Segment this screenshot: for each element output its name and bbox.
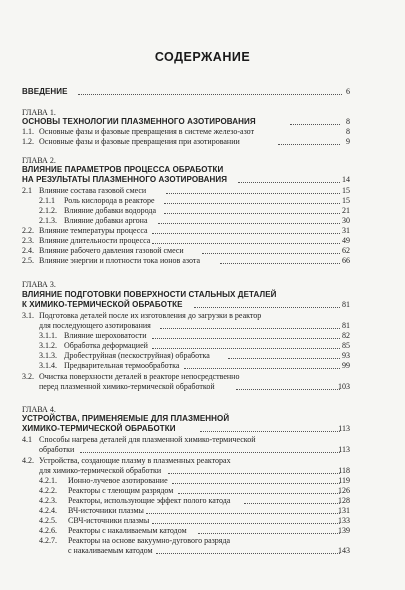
toc-num: 4.1 (22, 435, 32, 444)
toc-entry: Предварительная термообработка (64, 361, 180, 370)
toc-num: 2.1.2. (39, 206, 57, 215)
dot-leader (198, 533, 340, 534)
dot-leader (178, 493, 340, 494)
dot-leader (166, 193, 340, 194)
toc-num: 3.1. (22, 311, 34, 320)
toc-entry: Подготовка деталей после их изготовления до загрузки в реактор (39, 311, 262, 320)
toc-entry: Ионно-лучевое азотирование (68, 476, 168, 485)
toc-page: 128 (338, 496, 350, 505)
toc-entry: Влияние состава газовой смеси (39, 186, 147, 195)
toc-num: 2.1.3. (39, 216, 57, 225)
chapter-3-title-1: ВЛИЯНИЕ ПОДГОТОВКИ ПОВЕРХНОСТИ СТАЛЬНЫХ ДЕТАЛЕЙ (22, 290, 277, 299)
toc-page: 31 (342, 226, 350, 235)
toc-entry: СВЧ-источники плазмы (68, 516, 150, 525)
toc-entry: перед плазменной химико-термической обработкой (39, 382, 215, 391)
dot-leader (164, 213, 340, 214)
toc-num: 2.2. (22, 226, 34, 235)
toc-page: 82 (342, 331, 350, 340)
toc-num: 4.2. (22, 456, 34, 465)
chapter-4-title-2: ХИМИКО-ТЕРМИЧЕСКОЙ ОБРАБОТКИ (22, 424, 176, 433)
toc-num: 4.2.3. (39, 496, 57, 505)
toc-page: 15 (342, 186, 350, 195)
toc-entry: ВЧ-источники плазмы (68, 506, 144, 515)
dot-leader (152, 243, 340, 244)
toc-num: 4.2.5. (39, 516, 57, 525)
chapter-2-title-2: НА РЕЗУЛЬТАТЫ ПЛАЗМЕННОГО АЗОТИРОВАНИЯ (22, 175, 228, 184)
dot-leader (152, 348, 340, 349)
toc-page: 15 (342, 196, 350, 205)
toc-page: 62 (342, 246, 350, 255)
toc-entry: Дробеструйная (пескоструйная) обработка (64, 351, 210, 360)
dot-leader (152, 523, 340, 524)
toc-num: 1.2. (22, 137, 34, 146)
toc-page: 8 (346, 127, 350, 136)
toc-num: 2.3. (22, 236, 34, 245)
dot-leader (228, 358, 340, 359)
toc-num: 3.1.1. (39, 331, 57, 340)
toc-entry: Роль кислорода в реакторе (64, 196, 155, 205)
toc-num: 3.1.2. (39, 341, 57, 350)
toc-entry: Влияние добавки водорода (64, 206, 156, 215)
toc-num: 3.1.3. (39, 351, 57, 360)
chapter-1-head: ГЛАВА 1. (22, 108, 56, 117)
toc-page: 99 (342, 361, 350, 370)
toc-num: 3.2. (22, 372, 34, 381)
toc-page: 21 (342, 206, 350, 215)
dot-leader (146, 513, 340, 514)
dot-leader (194, 307, 340, 308)
dot-leader (244, 503, 340, 504)
toc-entry: Основные фазы и фазовые превращения в системе железо-азот (39, 127, 255, 136)
toc-num: 2.5. (22, 256, 34, 265)
toc-page: 93 (342, 351, 350, 360)
toc-num: 4.2.1. (39, 476, 57, 485)
chapter-2-head: ГЛАВА 2. (22, 156, 56, 165)
toc-page: 119 (338, 476, 350, 485)
toc-entry: Обработка деформацией (64, 341, 148, 350)
toc-entry: обработки (39, 445, 75, 454)
toc-page: 133 (338, 516, 350, 525)
chapter-3-title-2: К ХИМИКО-ТЕРМИЧЕСКОЙ ОБРАБОТКЕ (22, 300, 183, 309)
toc-page: 9 (346, 137, 350, 146)
toc-entry: для последующего азотирования (39, 321, 151, 330)
toc-page: 66 (342, 256, 350, 265)
toc-page: 143 (338, 546, 350, 555)
intro-page: 6 (346, 87, 350, 96)
toc-page: 139 (338, 526, 350, 535)
toc-num: 2.1 (22, 186, 32, 195)
toc-page: 118 (338, 466, 350, 475)
dot-leader (152, 233, 340, 234)
dot-leader (220, 263, 340, 264)
toc-entry: Влияние добавки аргона (64, 216, 148, 225)
toc-page: 85 (342, 341, 350, 350)
chapter-4-title-1: УСТРОЙСТВА, ПРИМЕНЯЕМЫЕ ДЛЯ ПЛАЗМЕННОЙ (22, 414, 230, 423)
toc-entry: Реакторы, использующие эффект полого катода (68, 496, 231, 505)
chapter-1-title: ОСНОВЫ ТЕХНОЛОГИИ ПЛАЗМЕННОГО АЗОТИРОВАНИЯ (22, 117, 256, 126)
dot-leader (184, 368, 340, 369)
chapter-4-page: 113 (338, 424, 350, 433)
toc-entry: Реакторы с накаливаемым катодом (68, 526, 187, 535)
toc-page: 126 (338, 486, 350, 495)
toc-num: 4.2.4. (39, 506, 57, 515)
dot-leader (202, 253, 340, 254)
toc-entry: Устройства, создающие плазму в плазменных реакторах (39, 456, 231, 465)
dot-leader (78, 94, 342, 95)
toc-num: 3.1.4. (39, 361, 57, 370)
dot-leader (200, 431, 340, 432)
toc-page: 113 (338, 445, 350, 454)
chapter-2-title-1: ВЛИЯНИЕ ПАРАМЕТРОВ ПРОЦЕССА ОБРАБОТКИ (22, 165, 224, 174)
chapter-3-head: ГЛАВА 3. (22, 280, 56, 289)
toc-page: 131 (338, 506, 350, 515)
dot-leader (160, 328, 340, 329)
chapter-4-head: ГЛАВА 4. (22, 405, 56, 414)
toc-entry: Реакторы с тлеющим разрядом (68, 486, 174, 495)
dot-leader (238, 182, 340, 183)
toc-num: 2.4. (22, 246, 34, 255)
chapter-3-page: 81 (342, 300, 350, 309)
toc-num: 4.2.2. (39, 486, 57, 495)
dot-leader (164, 203, 340, 204)
dot-leader (168, 473, 340, 474)
toc-page: 81 (342, 321, 350, 330)
toc-entry: Влияние шероховатости (64, 331, 147, 340)
toc-num: 4.2.7. (39, 536, 57, 545)
toc-page: 30 (342, 216, 350, 225)
dot-leader (152, 338, 340, 339)
toc-entry: Способы нагрева деталей для плазменной химико-термической (39, 435, 256, 444)
dot-leader (80, 452, 340, 453)
toc-entry: для химико-термической обработки (39, 466, 162, 475)
toc-num: 4.2.6. (39, 526, 57, 535)
dot-leader (156, 553, 340, 554)
toc-entry: Влияние рабочего давления газовой смеси (39, 246, 184, 255)
page-title: СОДЕРЖАНИЕ (154, 50, 251, 64)
toc-num: 2.1.1 (39, 196, 55, 205)
toc-entry: Основные фазы и фазовые превращения при азотировании (39, 137, 240, 146)
dot-leader (158, 223, 340, 224)
toc-page: 49 (342, 236, 350, 245)
toc-entry: Влияние энергии и плотности тока ионов азота (39, 256, 201, 265)
toc-entry: Влияние температуры процесса (39, 226, 148, 235)
toc-entry: Влияние длительности процесса (39, 236, 151, 245)
dot-leader (172, 483, 340, 484)
toc-entry: с накаливаемым катодом (68, 546, 153, 555)
chapter-1-page: 8 (346, 117, 350, 126)
toc-num: 1.1. (22, 127, 34, 136)
toc-entry: Очистка поверхности деталей в реакторе непосредственно (39, 372, 240, 381)
toc-entry: Реакторы на основе вакуумно-дугового разряда (68, 536, 231, 545)
chapter-2-page: 14 (342, 175, 350, 184)
intro-label: ВВЕДЕНИЕ (22, 87, 68, 96)
dot-leader (236, 389, 340, 390)
toc-page: 103 (338, 382, 350, 391)
